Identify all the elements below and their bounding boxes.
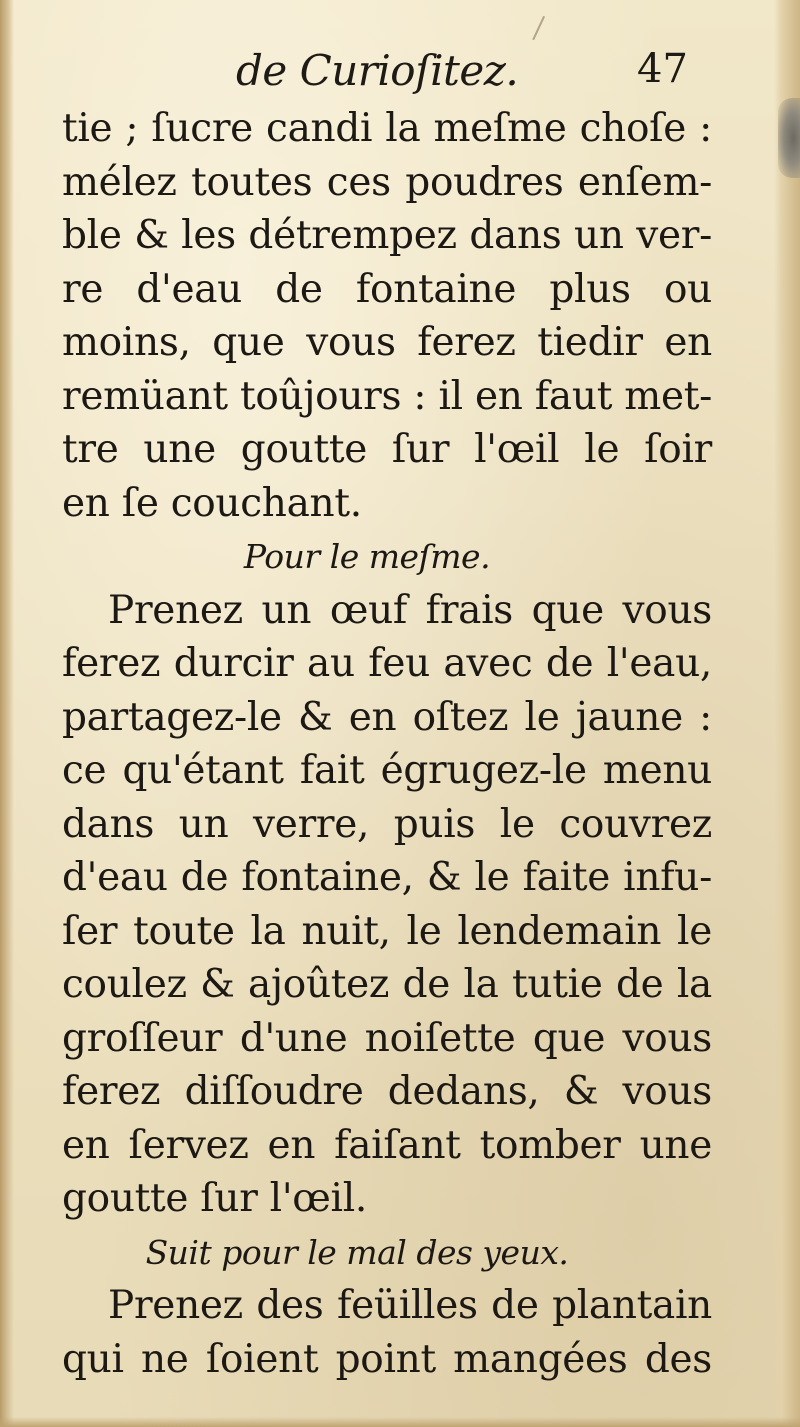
running-head: de Curioſitez.: [236, 46, 519, 95]
text-line: d'eau de fontaine, & le faite infu-: [62, 855, 712, 900]
text-line: mélez toutes ces poudres enſem-: [62, 159, 712, 205]
text-line: re d'eau de fontaine plus ou: [62, 266, 712, 312]
section-heading: Suit pour le mal des yeux.: [145, 1232, 569, 1272]
page-bottom-edge: [0, 1417, 800, 1427]
page-number: 47: [637, 46, 688, 92]
text-line: partagez-le & en oſtez le jaune :: [62, 694, 712, 740]
page-text: [62, 102, 712, 1386]
text-line: tre une goutte ſur l'œil le ſoir: [62, 427, 712, 472]
section-heading: Pour le meſme.: [243, 537, 491, 576]
text-line: coulez & ajoûtez de la tutie de la: [62, 962, 712, 1007]
text-line: tie ; ſucre candi la meſme choſe :: [62, 106, 712, 151]
text-line: ferez durcir au feu avec de l'eau,: [62, 641, 712, 686]
page-header: [0, 38, 800, 108]
text-line: ce qu'étant fait égrugez-le menu: [62, 748, 712, 793]
text-line: Prenez des feüilles de plantain: [108, 1283, 712, 1328]
text-line: groſſeur d'une noiſette que vous: [62, 1015, 712, 1061]
page-left-edge: [0, 0, 14, 1427]
text-line: qui ne ſoient point mangées des: [62, 1336, 712, 1382]
text-line: moins, que vous ferez tiedir en: [62, 320, 712, 365]
text-line: Prenez un œuf frais que vous: [108, 587, 712, 633]
text-line: goutte ſur l'œil.: [62, 1176, 367, 1221]
text-line: en ſervez en faiſant tomber une: [62, 1122, 712, 1168]
text-line: ble & les détrempez dans un ver-: [62, 213, 712, 258]
text-line: dans un verre, puis le couvrez: [62, 801, 712, 847]
ink-stain: [778, 98, 800, 178]
text-line: en ſe couchant.: [62, 480, 362, 526]
text-line: remüant toûjours : il en faut met-: [62, 373, 712, 419]
text-line: ferez diſſoudre dedans, & vous: [62, 1069, 712, 1114]
page-right-edge: [774, 0, 800, 1427]
text-line: ſer toute la nuit, le lendemain le: [62, 908, 712, 954]
